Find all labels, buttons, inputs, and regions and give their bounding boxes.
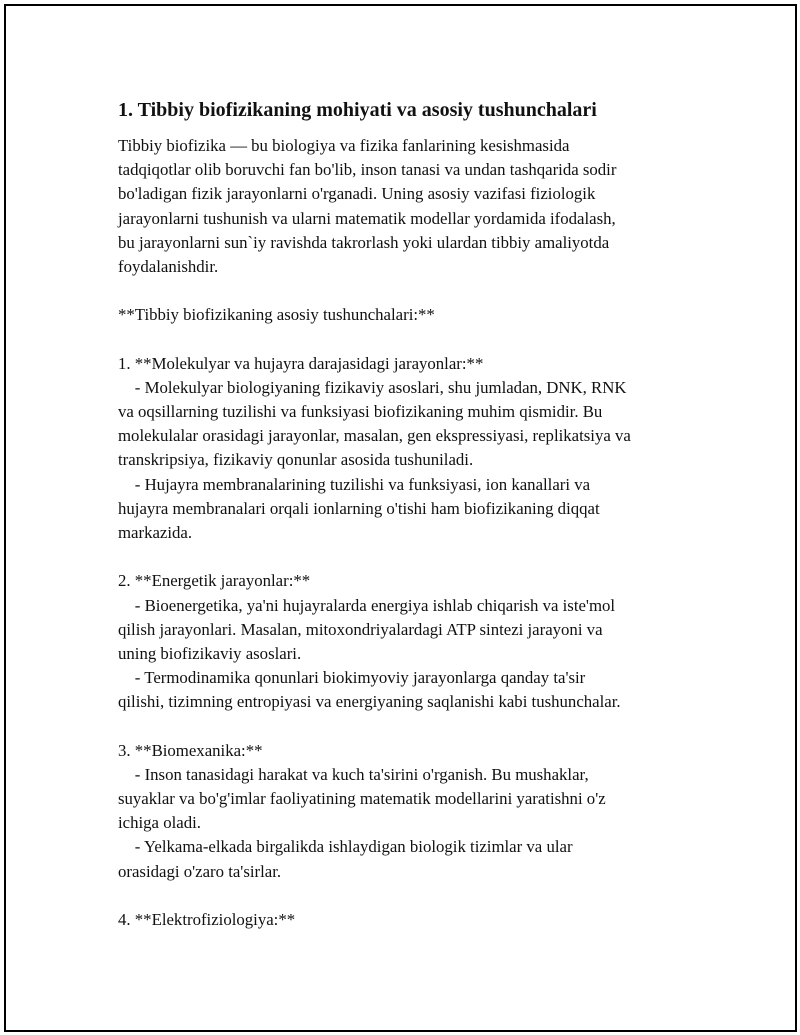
text-line: bu jarayonlarni sun`iy ravishda takrorlash yoki ulardan tibbiy amaliyotda (118, 232, 610, 252)
text-line: ichiga oladi. (118, 813, 201, 833)
text-line: markazida. (118, 523, 193, 542)
text-line: qilishi, tizimning entropiyasi va energiyaning saqlanishi kabi tushunchalar. (118, 692, 621, 712)
text-line: va oqsillarning tuzilishi va funksiyasi biofizikaning muhim qismidir. Bu (118, 402, 603, 422)
text-line: - Bioenergetika, ya'ni hujayralarda energiya ishlab chiqarish va iste'mol (118, 595, 616, 615)
text-line: molekulalar orasidagi jarayonlar, masalan, gen ekspressiyasi, replikatsiya va (118, 426, 631, 446)
text-line: **Tibbiy biofizikaning asosiy tushunchalari:** (118, 305, 435, 325)
text-line: bo'ladigan fizik jarayonlarni o'rganadi. Uning asosiy vazifasi fiziologik (118, 184, 596, 204)
text-line: suyaklar va bo'g'imlar faoliyatining matematik modellarini yaratishni o'z (118, 789, 606, 809)
text-line: - Termodinamika qonunlari biokimyoviy jarayonlarga qanday ta'sir (118, 668, 586, 688)
blank-line (118, 279, 698, 303)
text-line: - Hujayra membranalarining tuzilishi va funksiyasi, ion kanallari va (118, 474, 591, 494)
blank-line (118, 884, 698, 908)
text-line: - Yelkama-elkada birgalikda ishlaydigan biologik tizimlar va ular (118, 837, 573, 857)
text-line: 3. **Biomexanika:** (118, 740, 263, 760)
text-line: qilish jarayonlari. Masalan, mitoxondriyalardagi ATP sintezi jarayoni va (118, 619, 603, 639)
blank-line (118, 328, 698, 352)
blank-line (118, 545, 698, 569)
text-line: hujayra membranalari orqali ionlarning o'tishi ham biofizikaning diqqat (118, 498, 600, 518)
page-frame (4, 4, 797, 1032)
text-line: 4. **Elektrofiziologiya:** (118, 910, 296, 929)
document-text (118, 134, 698, 932)
text-line: orasidagi o'zaro ta'sirlar. (118, 861, 282, 881)
text-line: uning biofizikaviy asoslari. (118, 643, 302, 663)
text-line: Tibbiy biofizika — bu biologiya va fizika fanlarining kesishmasida (118, 136, 570, 155)
text-line: 2. **Energetik jarayonlar:** (118, 571, 311, 591)
text-line: tadqiqotlar olib boruvchi fan bo'lib, inson tanasi va undan tashqarida sodir (118, 160, 617, 180)
text-line: - Inson tanasidagi harakat va kuch ta'sirini o'rganish. Bu mushaklar, (118, 764, 589, 784)
document-body (118, 96, 698, 932)
text-line: jarayonlarni tushunish va ularni matematik modellar yordamida ifodalash, (118, 208, 616, 228)
text-line: transkripsiya, fizikaviy qonunlar asosida tushuniladi. (118, 450, 474, 470)
text-line: 1. **Molekulyar va hujayra darajasidagi jarayonlar:** (118, 353, 484, 373)
blank-line (118, 715, 698, 739)
document-title: 1. Tibbiy biofizikaning mohiyati va asosiy tushunchalari (118, 99, 597, 121)
text-line: - Molekulyar biologiyaning fizikaviy asoslari, shu jumladan, DNK, RNK (118, 377, 627, 397)
text-line: foydalanishdir. (118, 256, 219, 276)
